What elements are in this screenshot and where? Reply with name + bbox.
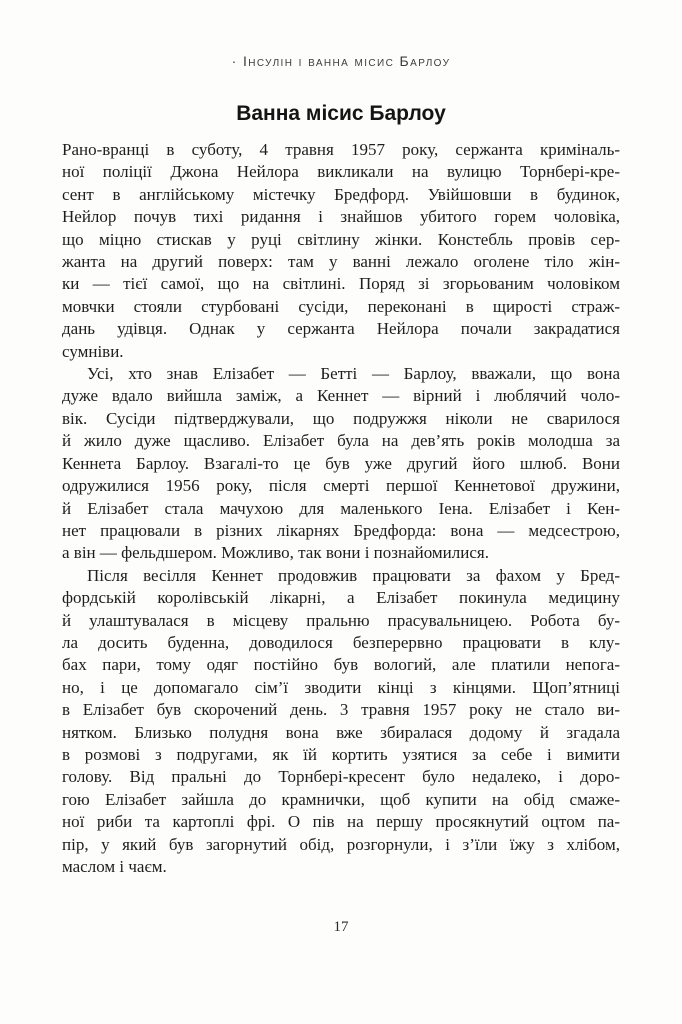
text-line: ної риби та картоплі фрі. О пів на першу просякнутий оцтом па- [62, 812, 620, 832]
text-line: в розмові з подругами, як їй кортить узятися за себе і вимити [62, 744, 620, 764]
text-line: ки — тієї самої, що на світлині. Поряд зі згорьованим чоловіком [62, 274, 620, 294]
text-line: пір, у який був загорнутий обід, розгорнули, і з’їли їжу з хлібом, [62, 834, 620, 854]
text-line: голову. Від пральні до Торнбері-кресент було недалеко, і доро- [62, 767, 620, 787]
chapter-title: Ванна місис Барлоу [236, 102, 446, 126]
text-line: й Елізабет стала мачухою для маленького Іена. Елізабет і Кен- [62, 498, 620, 518]
text-line: Усі, хто знав Елізабет — Бетті — Барлоу, вважали, що вона [87, 364, 620, 384]
text-line: сумніви. [62, 341, 124, 361]
text-line: в Елізабет був скорочений день. 3 травня 1957 року не стало ви- [62, 700, 620, 720]
text-line: жанта на другий поверх: там у ванні лежало оголене тіло жін- [62, 252, 620, 272]
text-line: ної поліції Джона Нейлора викликали на вулицю Торнбері-кре- [62, 162, 620, 182]
body-text [62, 139, 620, 878]
text-line: мовчки стояли стурбовані сусіди, переконані в щирості страж- [62, 296, 620, 316]
paragraph [62, 363, 620, 565]
text-line: а він — фельдшером. Можливо, так вони і познайомилися. [62, 543, 489, 563]
text-line: Нейлор почув тихі ридання і знайшов убитого горем чоловіка, [62, 207, 620, 227]
text-line: нятком. Близько полудня вона вже збиралася додому й згадала [62, 722, 620, 742]
text-line: Кеннета Барлоу. Взагалі-то це був уже другий його шлюб. Вони [62, 453, 620, 473]
text-line: що міцно стискав у руці світлину жінки. Констебль провів сер- [62, 229, 620, 249]
text-line: ла досить буденна, доводилося безперервно працювати в клу- [62, 632, 620, 652]
text-line: Після весілля Кеннет продовжив працювати за фахом у Бред- [87, 565, 620, 585]
text-line: вік. Сусіди підтверджували, що подружжя ніколи не сварилося [62, 408, 620, 428]
running-header: · Інсулін і ванна місис Барлоу [231, 53, 451, 69]
text-line: дань удівця. Однак у сержанта Нейлора почали закрадатися [62, 319, 620, 339]
paragraph [62, 565, 620, 879]
text-line: нет працювали в різних лікарнях Бредфорда: вона — медсестрою, [62, 520, 620, 540]
text-line: й жило дуже щасливо. Елізабет була на дев’ять років молодша за [62, 431, 620, 451]
text-line: но, і це допомагало сім’ї зводити кінці з кінцями. Щоп’ятниці [62, 677, 620, 697]
text-line: маслом і чаєм. [62, 857, 167, 876]
text-line: фордській королівській лікарні, а Елізабет покинула медицину [62, 588, 620, 608]
text-line: гою Елізабет зайшла до крамнички, щоб купити на обід смаже- [62, 789, 620, 809]
text-line: дуже вдало вийшла заміж, а Кеннет — вірний і люблячий чоло- [62, 386, 620, 406]
text-line: одружилися 1956 року, після смерті першої Кеннетової дружини, [62, 476, 620, 496]
paragraph [62, 139, 620, 363]
text-line: й улаштувалася в місцеву пральню прасувальницею. Робота бу- [62, 610, 620, 630]
text-line: бах пари, тому одяг постійно був вологий, але платили непога- [62, 655, 620, 675]
text-line: Рано-вранці в суботу, 4 травня 1957 року, сержанта криміналь- [62, 140, 620, 159]
text-line: сент в англійському містечку Бредфорд. Увійшовши в будинок, [62, 184, 620, 204]
page-number: 17 [333, 919, 349, 935]
